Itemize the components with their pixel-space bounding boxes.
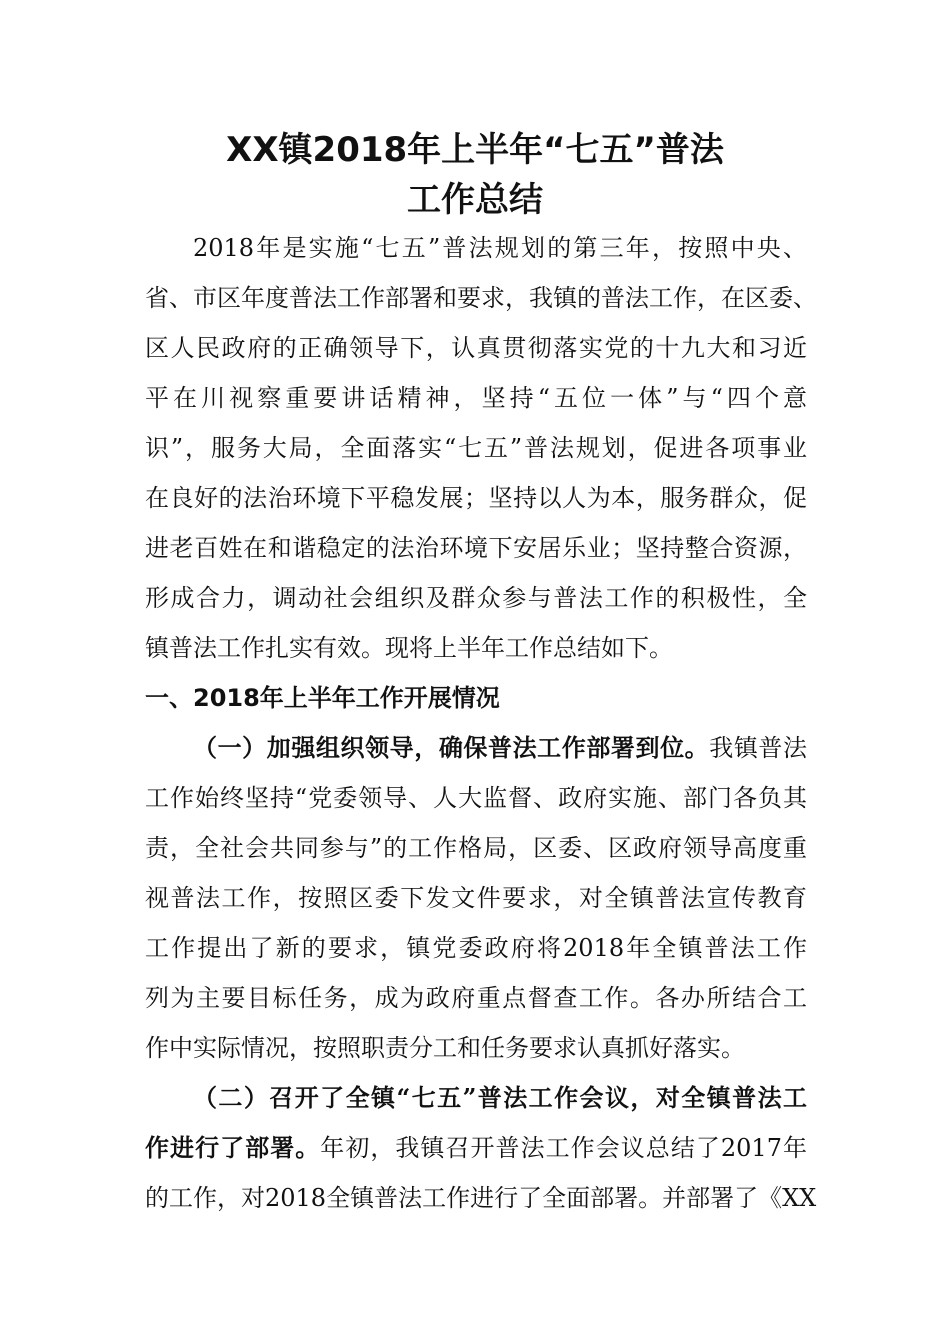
item1-line: 工作提出了新的要求，镇党委政府将2018年全镇普法工作 [145,934,807,962]
item1-first-rest: 我镇普法 [709,734,807,762]
item2-line: 的工作，对2018全镇普法工作进行了全面部署。并部署了《XX [145,1184,817,1212]
item2-bold-line1: （二）召开了全镇“七五”普法工作会议，对全镇普法工 [193,1083,807,1112]
item1-line: 责，全社会共同参与”的工作格局，区委、区政府领导高度重 [145,834,807,862]
item2-bold-line2: 作进行了部署。 [145,1133,321,1162]
document-title-line2: 工作总结 [407,180,543,220]
document-title-line1: XX镇2018年上半年“七五”普法 [226,130,724,170]
intro-line: 2018年是实施“七五”普法规划的第三年，按照中央、 [193,234,807,262]
intro-line: 平在川视察重要讲话精神，坚持“五位一体”与“四个意 [145,384,807,412]
item1-first-line [193,732,807,764]
intro-line: 镇普法工作扎实有效。现将上半年工作总结如下。 [145,634,673,662]
intro-line: 区人民政府的正确领导下，认真贯彻落实党的十九大和习近 [145,334,807,362]
item2-line2-rest: 年初，我镇召开普法工作会议总结了2017年 [320,1134,808,1162]
item1-bold-heading: （一）加强组织领导，确保普法工作部署到位。 [193,733,710,762]
intro-line: 进老百姓在和谐稳定的法治环境下安居乐业；坚持整合资源， [145,534,807,562]
section1-heading: 一、2018年上半年工作开展情况 [145,684,500,712]
item2-second-line [145,1132,807,1164]
intro-line: 形成合力，调动社会组织及群众参与普法工作的积极性，全 [145,584,807,612]
item1-line: 作中实际情况，按照职责分工和任务要求认真抓好落实。 [145,1034,745,1062]
intro-line: 识”，服务大局，全面落实“七五”普法规划，促进各项事业 [145,434,807,462]
item1-line: 工作始终坚持“党委领导、人大监督、政府实施、部门各负其 [145,784,807,812]
intro-line: 在良好的法治环境下平稳发展；坚持以人为本，服务群众，促 [145,484,807,512]
item1-line: 视普法工作，按照区委下发文件要求，对全镇普法宣传教育 [145,884,807,912]
item1-line: 列为主要目标任务，成为政府重点督查工作。各办所结合工 [145,984,807,1012]
intro-line: 省、市区年度普法工作部署和要求，我镇的普法工作，在区委、 [145,284,817,312]
